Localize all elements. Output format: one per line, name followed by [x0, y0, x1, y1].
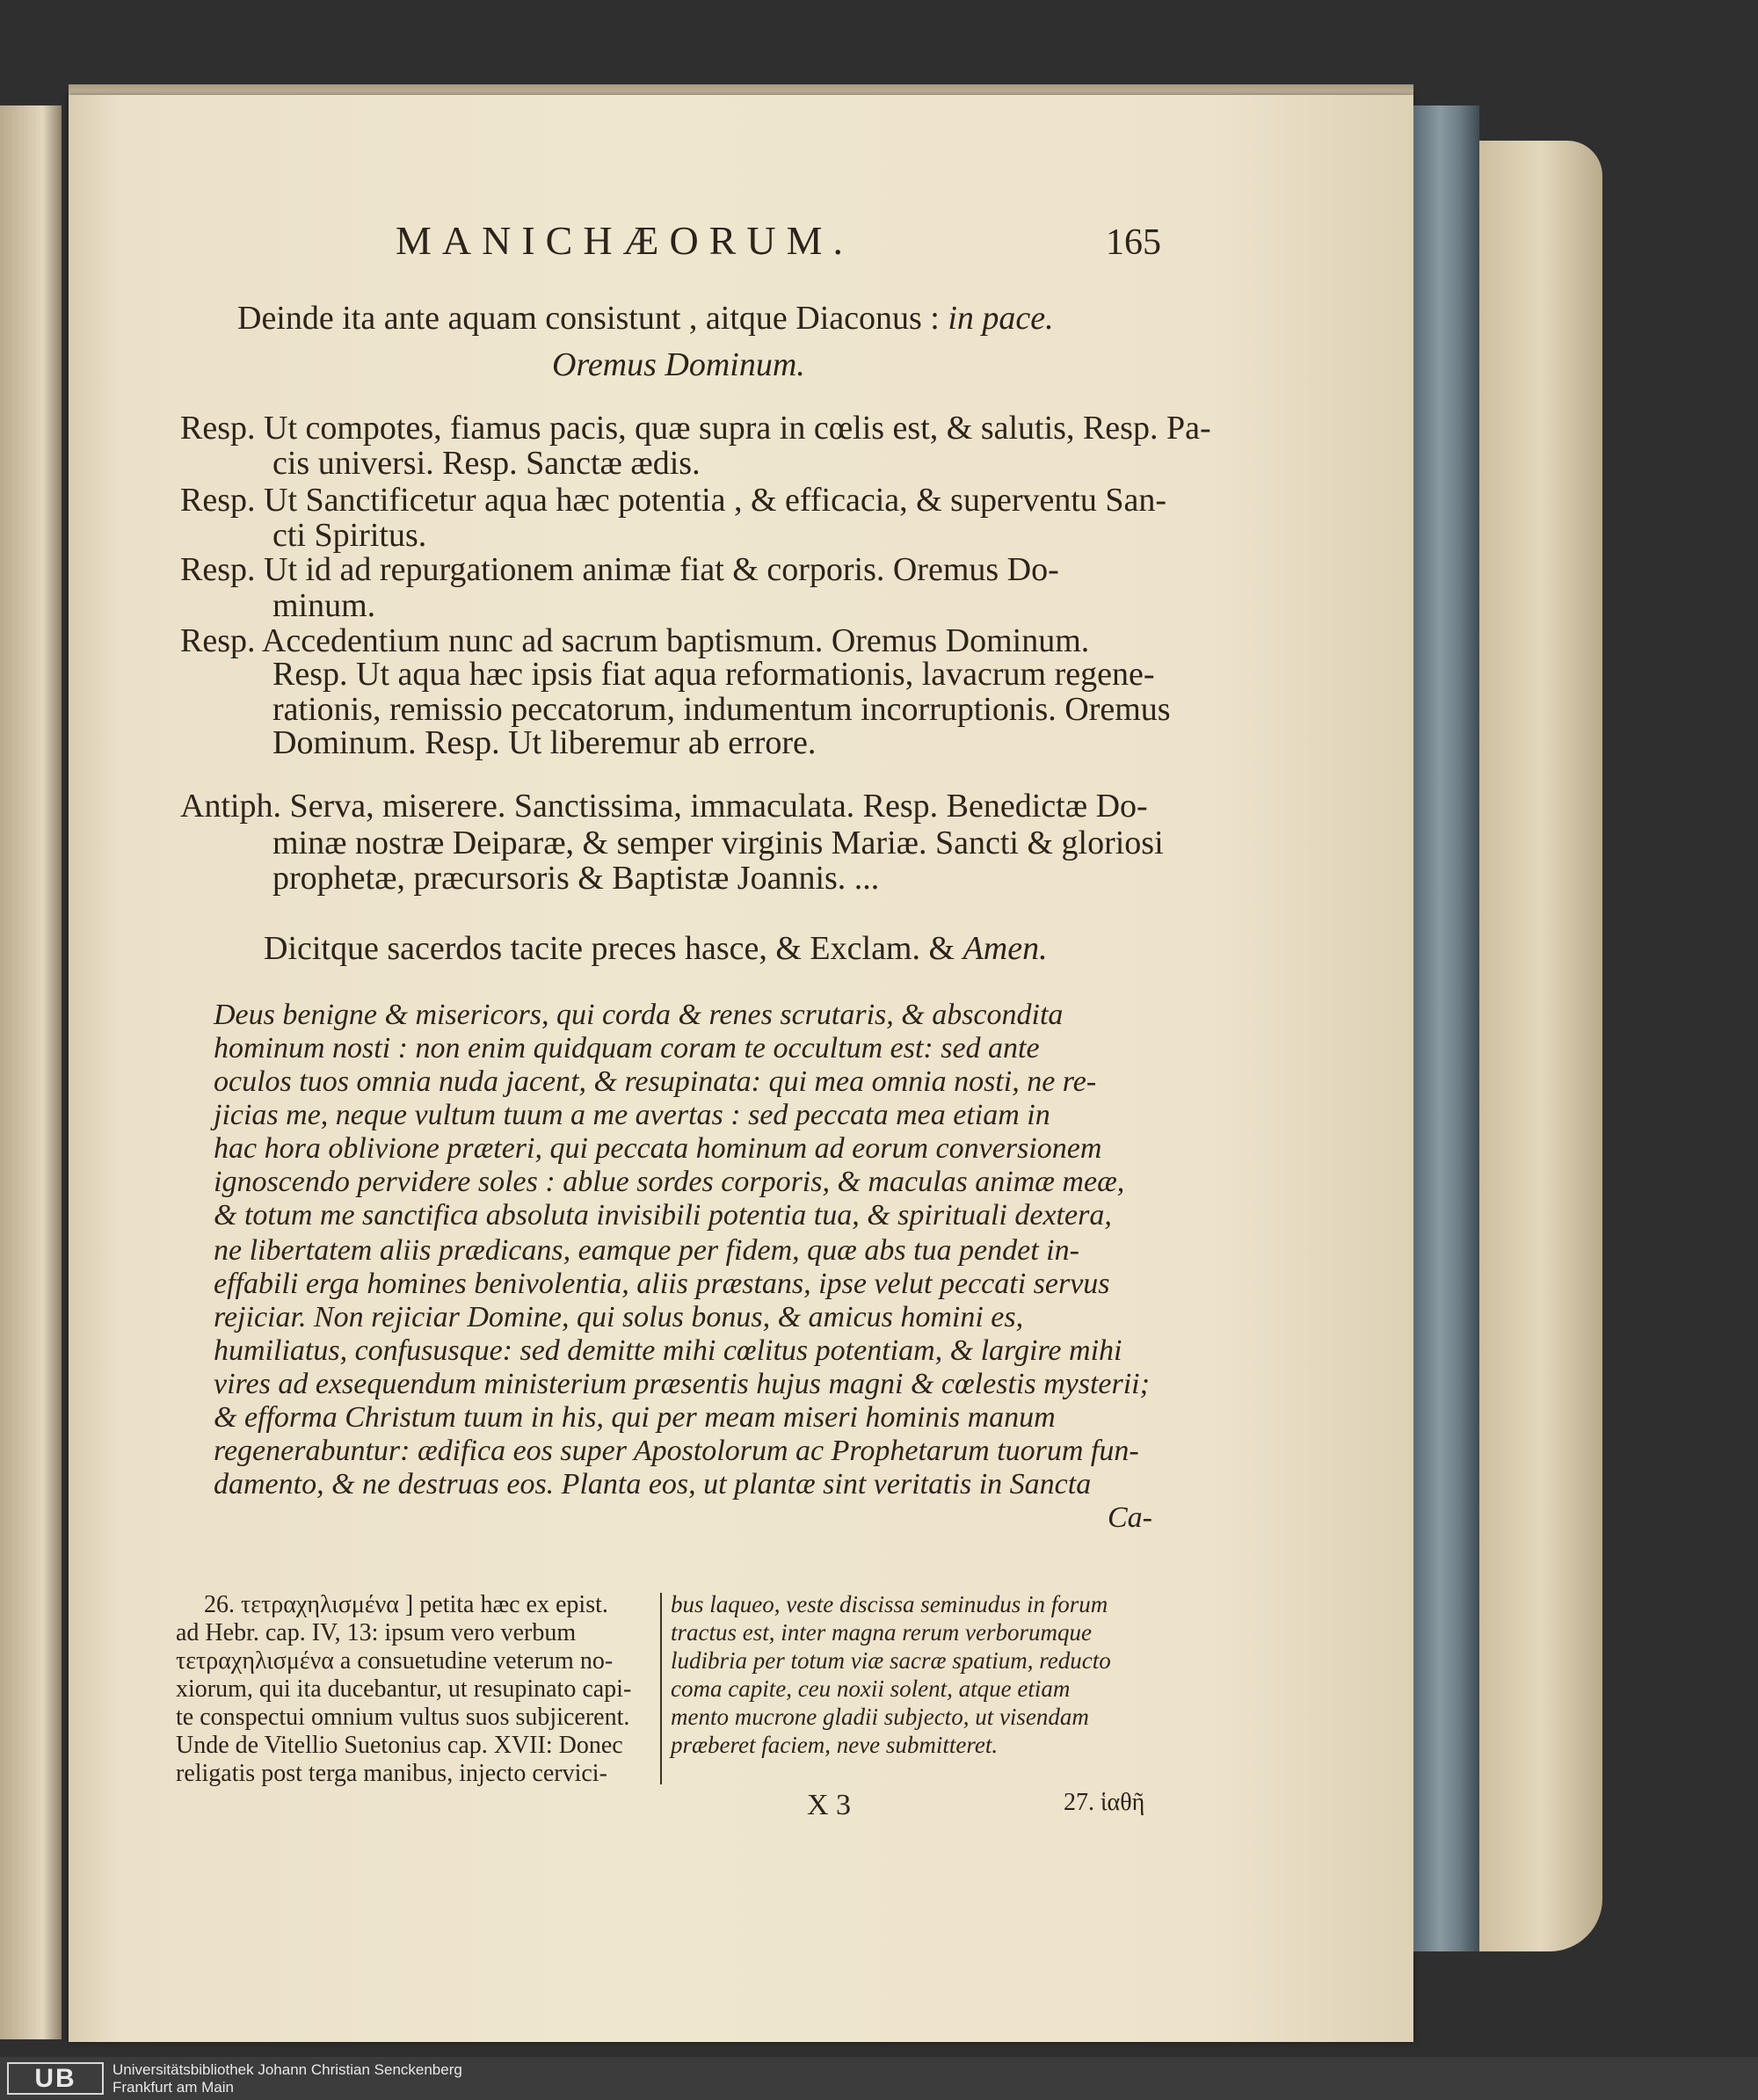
antiphon-line-3: prophetæ, præcursoris & Baptistæ Joannis. ...: [272, 860, 880, 897]
response-4-line-1: Resp. Accedentium nunc ad sacrum baptismum. Oremus Dominum.: [180, 622, 1090, 659]
ub-logo: UB: [7, 2062, 104, 2095]
intro-text: Deinde ita ante aquam consistunt , aitque Diaconus :: [237, 300, 940, 337]
response-3-line-2: minum.: [272, 587, 376, 624]
prayer-line: ignoscendo pervidere soles : ablue sordes corporis, & maculas animæ meæ,: [214, 1166, 1125, 1198]
footnote-column-rule: [660, 1593, 662, 1784]
intro-italic: in pace.: [948, 300, 1054, 337]
prayer-line: effabili erga homines benivolentia, aliis præstans, ipse velut peccati servus: [214, 1268, 1110, 1300]
rubric-line: [264, 929, 1048, 968]
response-1-line-2: cis universi. Resp. Sanctæ ædis.: [272, 445, 701, 482]
response-2-line-2: cti Spiritus.: [272, 517, 427, 554]
prayer-line: jicias me, neque vultum tuum a me avertas : sed peccata mea etiam in: [214, 1099, 1050, 1131]
book-edge: [1413, 105, 1479, 1951]
library-banner: [0, 2057, 1758, 2100]
prayer-line: & totum me sanctifica absoluta invisibili potentia tua, & spirituali dextera,: [214, 1199, 1112, 1232]
library-name-line-1: Universitätsbibliothek Johann Christian Senckenberg: [113, 2061, 462, 2078]
prayer-line: ne libertatem aliis prædicans, eamque per fidem, quæ abs tua pendet in-: [214, 1234, 1079, 1267]
footnote-left-line: 26. τετραχηλισμένα ] petita hæc ex epist.: [204, 1591, 608, 1618]
footnote-left-line: Unde de Vitellio Suetonius cap. XVII: Donec: [176, 1732, 623, 1759]
footnote-left-line: xiorum, qui ita ducebantur, ut resupinato capi-: [176, 1675, 632, 1703]
antiphon-line-1: Antiph. Serva, miserere. Sanctissima, immaculata. Resp. Benedictæ Do-: [180, 788, 1148, 825]
footnote-right-line: tractus est, inter magna rerum verborumque: [671, 1619, 1092, 1646]
prayer-line: Ca-: [1108, 1501, 1152, 1534]
prayer-line: rejiciar. Non rejiciar Domine, qui solus bonus, & amicus homini es,: [214, 1301, 1024, 1333]
footnote-right-line: coma capite, ceu noxii solent, atque etiam: [671, 1675, 1071, 1702]
rubric-text: Dicitque sacerdos tacite preces hasce, & Exclam. &: [264, 930, 955, 967]
prayer-line: damento, & ne destruas eos. Planta eos, ut plantæ sint veritatis in Sancta: [214, 1468, 1092, 1501]
prayer-line: regenerabuntur: ædifica eos super Apostolorum ac Prophetarum tuorum fun-: [214, 1435, 1139, 1467]
library-name-line-2: Frankfurt am Main: [113, 2079, 234, 2096]
page-curl: [1479, 141, 1602, 1951]
footnote-right-line: bus laqueo, veste discissa seminudus in forum: [671, 1591, 1108, 1617]
intro-line-2: Oremus Dominum.: [552, 346, 805, 383]
signature-mark: X 3: [807, 1789, 852, 1821]
prayer-line: hac hora oblivione præteri, qui peccata hominum ad eorum conversionem: [214, 1132, 1102, 1165]
response-3-line-1: Resp. Ut id ad repurgationem animæ fiat & corporis. Oremus Do-: [180, 551, 1059, 588]
footnote-left-line: ad Hebr. cap. IV, 13: ipsum vero verbum: [176, 1619, 577, 1646]
prayer-line: & efforma Christum tuum in his, qui per meam miseri hominis manum: [214, 1401, 1056, 1434]
prayer-line: Deus benigne & misericors, qui corda & renes scrutaris, & abscondita: [214, 999, 1064, 1031]
response-4-line-3: rationis, remissio peccatorum, indumentum incorruptionis. Oremus: [272, 691, 1171, 728]
response-1-line-1: Resp. Ut compotes, fiamus pacis, quæ supra in cœlis est, & salutis, Resp. Pa-: [180, 410, 1211, 447]
footnote-right-line: mento mucrone gladii subjecto, ut visendam: [671, 1704, 1089, 1730]
response-4-line-2: Resp. Ut aqua hæc ipsis fiat aqua reformationis, lavacrum regene-: [272, 656, 1155, 693]
response-2-line-1: Resp. Ut Sanctificetur aqua hæc potentia , & efficacia, & superventu San-: [180, 482, 1167, 519]
prayer-line: oculos tuos omnia nuda jacent, & resupinata: qui mea omnia nosti, ne re-: [214, 1065, 1097, 1098]
library-name: [113, 2061, 462, 2096]
rubric-italic: Amen.: [963, 930, 1048, 967]
catchword: 27. ἱαθῆ: [1064, 1789, 1145, 1816]
footnote-left-line: τετραχηλισμένα a consuetudine veterum no-: [176, 1647, 614, 1675]
facing-page-edge: [0, 105, 62, 2039]
footnote-right-line: ludibria per totum viæ sacræ spatium, reducto: [671, 1647, 1111, 1674]
footnote-left-line: religatis post terga manibus, injecto cervici-: [176, 1760, 607, 1787]
prayer-line: hominum nosti : non enim quidquam coram te occultum est: sed ante: [214, 1032, 1040, 1065]
page-number: 165: [1106, 222, 1161, 263]
footnote-right-line: præberet faciem, neve submitteret.: [671, 1732, 999, 1758]
footnote-left-line: te conspectui omnium vultus suos subjicerent.: [176, 1704, 630, 1731]
antiphon-line-2: minæ nostræ Deiparæ, & semper virginis Mariæ. Sancti & gloriosi: [272, 825, 1164, 861]
intro-line-1: [237, 299, 1054, 338]
prayer-line: humiliatus, confususque: sed demitte mihi cœlitus potentiam, & largire mihi: [214, 1334, 1122, 1367]
running-head: MANICHÆORUM.: [396, 218, 854, 263]
response-4-line-4: Dominum. Resp. Ut liberemur ab errore.: [272, 724, 817, 761]
prayer-line: vires ad exsequendum ministerium præsentis hujus magni & cœlestis mysterii;: [214, 1368, 1150, 1400]
